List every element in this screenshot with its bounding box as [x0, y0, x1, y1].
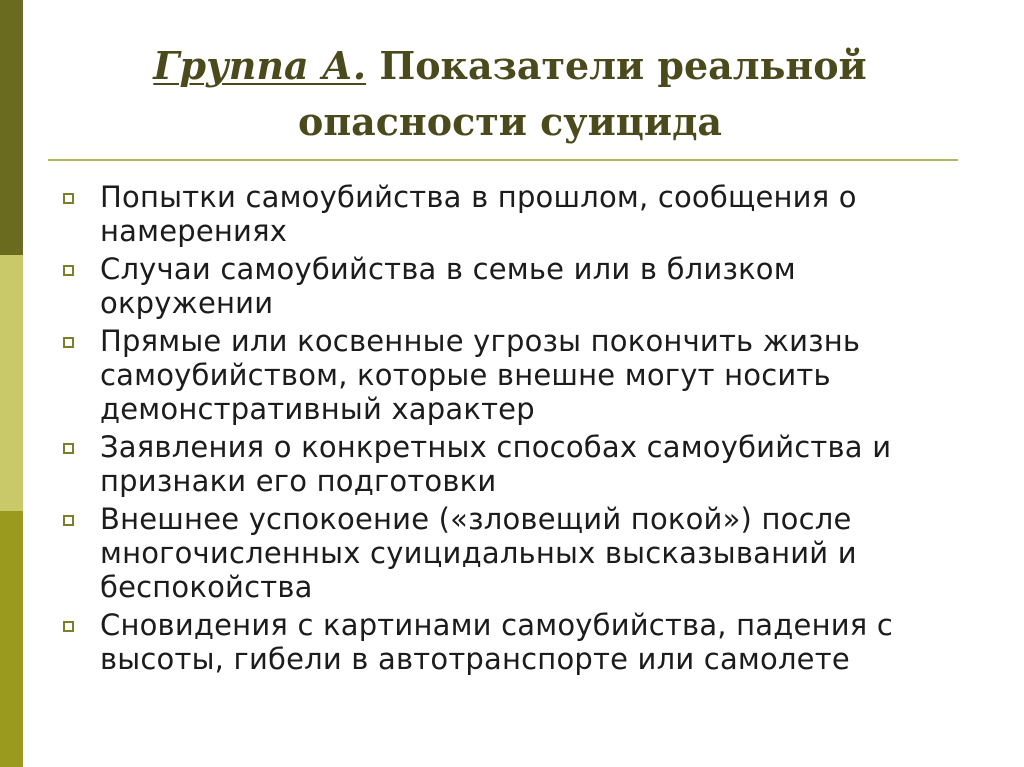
square-bullet-icon: [63, 337, 74, 348]
bullet-text: Случаи самоубийства в семье или в близком окружении: [100, 252, 796, 320]
square-bullet-icon: [63, 621, 74, 632]
bullet-text: Прямые или косвенные угрозы покончить жизнь самоубийством, которые внешне могут носить демонстративный характер: [100, 324, 861, 426]
list-item: [60, 180, 960, 248]
bullet-text: Попытки самоубийства в прошлом, сообщения о намерениях: [100, 180, 857, 248]
slide-title: [60, 38, 960, 150]
square-bullet-icon: [63, 265, 74, 276]
square-bullet-icon: [63, 515, 74, 526]
title-divider: [48, 159, 958, 161]
list-item: [60, 252, 960, 320]
list-item: [60, 324, 960, 426]
square-bullet-icon: [63, 443, 74, 454]
title-prefix: Группа А.: [153, 43, 367, 88]
sidebar-segment-bottom: [0, 511, 23, 767]
sidebar-segment-middle: [0, 255, 23, 511]
bullet-text: Внешнее успокоение («зловещий покой») после многочисленных суицидальных высказываний и беспокойства: [100, 502, 857, 604]
list-item: [60, 430, 960, 498]
title-rest: Показатели реальной опасности суицида: [297, 43, 867, 144]
square-bullet-icon: [63, 193, 74, 204]
bullet-list: [60, 180, 960, 680]
list-item: [60, 608, 960, 676]
bullet-text: Сновидения с картинами самоубийства, падения с высоты, гибели в автотранспорте или самолете: [100, 608, 893, 676]
bullet-text: Заявления о конкретных способах самоубийства и признаки его подготовки: [100, 430, 892, 498]
sidebar-segment-top: [0, 0, 23, 255]
list-item: [60, 502, 960, 604]
